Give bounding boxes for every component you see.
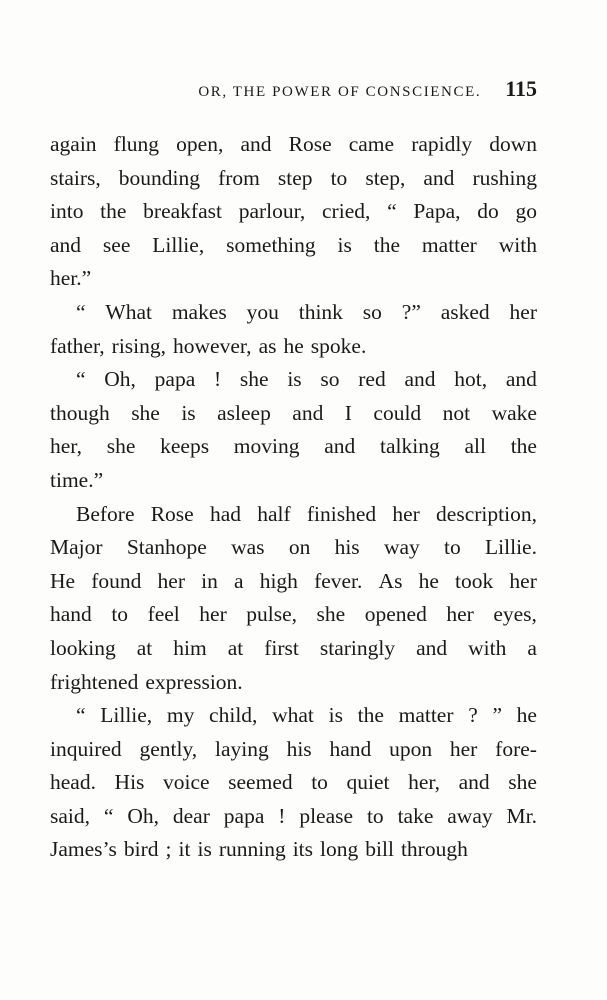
running-head — [50, 76, 537, 102]
text-line: James’s bird ; it is running its long bill through — [50, 837, 468, 862]
text-line: Major Stanhope was on his way to Lillie. — [50, 535, 537, 560]
text-line: frightened expression. — [50, 669, 243, 694]
paragraph — [50, 498, 537, 700]
text-line: looking at him at first staringly and with a — [50, 635, 537, 660]
text-line: “ Oh, papa ! she is so red and hot, and — [76, 367, 537, 392]
running-title: OR, THE POWER OF CONSCIENCE. — [198, 84, 482, 100]
text-line: hand to feel her pulse, she opened her eyes, — [50, 602, 537, 627]
text-line: her.” — [50, 266, 92, 291]
text-line: Before Rose had half finished her description, — [76, 501, 537, 526]
paragraph — [50, 296, 537, 363]
page-number: 115 — [505, 76, 537, 101]
text-line: and see Lillie, something is the matter with — [50, 232, 537, 257]
paragraph — [50, 363, 537, 497]
paragraph — [50, 699, 537, 867]
text-line: again flung open, and Rose came rapidly down — [50, 132, 537, 156]
text-line: stairs, bounding from step to step, and rushing — [50, 165, 537, 190]
text-line: her, she keeps moving and talking all the — [50, 434, 537, 459]
text-line: father, rising, however, as he spoke. — [50, 333, 367, 358]
body-text — [50, 128, 537, 867]
text-line: though she is asleep and I could not wake — [50, 400, 537, 425]
text-line: “ What makes you think so ?” asked her — [76, 299, 537, 324]
text-line: inquired gently, laying his hand upon her fore- — [50, 736, 537, 761]
text-line: time.” — [50, 467, 104, 492]
text-line: into the breakfast parlour, cried, “ Papa, do go — [50, 199, 537, 224]
paragraph — [50, 128, 537, 296]
text-line: He found her in a high fever. As he took her — [50, 568, 537, 593]
text-line: said, “ Oh, dear papa ! please to take away Mr. — [50, 803, 537, 828]
text-line: “ Lillie, my child, what is the matter ? ” he — [76, 703, 537, 728]
text-line: head. His voice seemed to quiet her, and she — [50, 770, 537, 795]
